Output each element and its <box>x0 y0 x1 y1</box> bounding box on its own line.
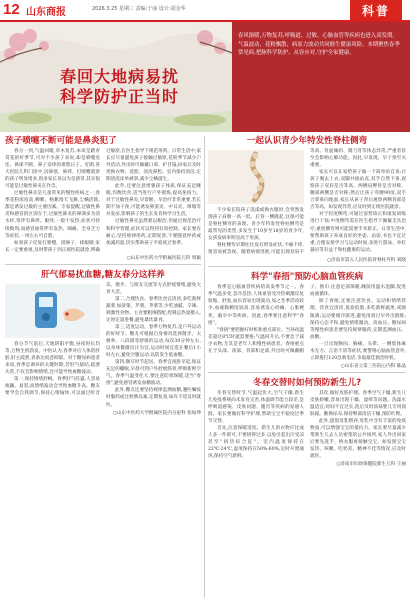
article-diabetes-body <box>5 282 201 409</box>
page-number: 12 <box>3 1 20 18</box>
paragraph: 首先,注意保暖适度。新生儿的衣物应比成人多一件即可,不要捂得过多,以免引起出汗受凉甚至"捂热综合征"。室内温度保持在22℃-24℃,湿度保持在50%-60%,定时开窗通风,保持空气新鲜。 <box>208 426 304 460</box>
paragraph: 除了春捂,还要注意饮食、运动和情绪管理。饮食宜清淡,低盐低脂,多吃新鲜蔬果,戒烟限酒;运动要循序渐进,避免清晨过早外出锻炼;保持心态平和,避免情绪激动。高血压、糖尿病等慢性病患者要坚持规律服药,定期监测血压、血糖。 <box>310 299 406 340</box>
byline: ○济南市第五人民医院骨脊柱外科 刘晓 <box>327 258 406 264</box>
masthead <box>0 0 410 20</box>
paragraph: 第一,保持情绪舒畅。春季肝气旺盛,人容易烦躁、易怒,而情绪波动会导致血糖升高。糖友要学会自我调节,保持心情愉快,可以通过听音乐、散步、与朋友交流等方式舒缓情绪,避免大喜大悲。 <box>5 282 201 397</box>
paragraph: 春分一到,气温回暖,草木复苏,本该是踏青赏花的好季节,可对不少孩子来说,却是喷嚏连连、鼻涕不断、鼻子发痒的难熬日子。近期,各大医院儿科门诊中,因鼻塞、鼻痒、打喷嚏就诊的孩子明显增多,很多家长误以为是感冒,其实很可能是过敏性鼻炎在作祟。 <box>5 149 100 190</box>
glucose-check-illustration <box>5 284 100 338</box>
article-newborn-body <box>208 390 406 460</box>
paragraph: 如果孩子反复打喷嚏、揉鼻子、揉眼睛,家长一定要重视,及时带孩子到正规医院就诊,明确过敏原,在医生指导下规范用药。日常生活中,家长应尽量避免孩子接触过敏原,花粉季节减少户外活动,外出时可佩戴口罩、护目镜;回家后及时更换衣物、洗脸、清洗鼻腔。室内保持清洁,定期清洗床单被罩,减少尘螨滋生。 <box>5 149 201 253</box>
paragraph: 春季是心脑血管疾病的高发季节之一。春季气温多变,忽冷忽热,人体血管受冷热刺激反复收缩、舒张,血压容易出现波动,加之冬季活动较少,血液黏稠度较高,容易诱发心绞痛、心肌梗死、脑卒中等疾病。因此,春季要注意科学"春捂"。 <box>208 285 304 326</box>
spine-illustration <box>208 150 304 204</box>
paragraph: 冬春交替时节,气温起伏大,空气干燥,新生儿免疫系统尚未发育完善,体温调节能力较差,是呼吸道感染、皮肤问题、腹泻等疾病的易感人群。家长要做好科学护理,帮助宝宝平稳度过季节交替。 <box>208 390 304 425</box>
paragraph: 一旦出现胸闷、胸痛、头晕、一侧肢体麻木无力、言语不清等症状,要警惕心脑血管意外,立即拨打120急救电话,争取最佳救治时机。 <box>310 341 406 361</box>
paragraph: 过敏性鼻炎是儿童常见的慢性疾病之一,春季花粉浓度高,柳絮、杨絮漫天飞舞,尘螨活跃,都是诱发过敏的主要因素。专家提醒,过敏性鼻炎和感冒的区别在于,过敏性鼻炎的鼻涕多为清水样,常伴有鼻痒、眼痒,一般不发热,症状可持续数周;而感冒通常伴有发热、咽痛、全身乏力等症状,一周左右可自愈。 <box>5 191 100 239</box>
feature-title-line1: 春回大地病易扰 <box>60 67 180 86</box>
paragraph: 对于轻度侧弯,可通过姿势矫正和康复训练进行干预;中度侧弯需在医生指导下佩戴支具治疗;重度侧弯则可能需要手术矫正。日常生活中,要帮助孩子养成良好的坐姿、站姿,书包不宜过重,合理安排学习与运动时间,多进行游泳、单杠悬吊等有益于脊柱健康的运动。 <box>310 212 406 253</box>
article-divider <box>208 266 406 267</box>
dateline: 2026.3.25 星期三 责编:于丽 设计:胡金华 <box>92 6 186 12</box>
paragraph: 此外,还要注意增强孩子体质,保证充足睡眠,均衡饮食,适当进行户外锻炼,提高免疫力。对于过敏性鼻炎,早诊断、早治疗非常重要,若长期不加干预,可能诱发鼻窦炎、中耳炎、哮喘等并发症,影响孩子的生长发育和学习生活。 <box>106 184 201 218</box>
byline: ○山东中医药大学附属医院儿科 周颖 <box>126 255 201 261</box>
paragraph: 此外,糖友还要坚持规律监测血糖,遵医嘱按时服药或注射胰岛素,定期复查,如有不适及时就医。 <box>106 388 201 408</box>
paragraph: 脊柱侧弯早期往往没有明显症状,不痛不痒,很容易被忽视。随着病情进展,可能出现双肩不等高、骨盆倾斜、剃刀背等体态异常,严重者甚至会影响心肺功能。因此,早发现、早干预至关重要。 <box>208 149 406 256</box>
byline: ○山东省立第三医院心内科 陈晶 <box>340 363 406 369</box>
headline-cardio: 科学"春捂"预防心脑血管疾病 <box>250 272 364 283</box>
paragraph: 不少家长陪孩子洗澡或换衣服时,会突然发现孩子肩膀一高一低、后背一侧隆起,这很可能是脊柱侧弯的表现。青少年特发性脊柱侧弯是最常见的类型,多发生于10岁至18岁的青少年,女孩发病率明显高于男孩。 <box>208 208 304 242</box>
paragraph: 其次,做好皮肤护理。春季空气干燥,新生儿皮肤娇嫩,容易出现干燥、湿疹等问题。洗澡水温适宜,时间不宜过长,洗后及时涂抹婴儿专用润肤霜。勤换尿布,保持臀部清洁干燥,预防红臀。 <box>310 390 406 417</box>
right-column <box>208 134 406 467</box>
section-tag: 科普 <box>350 0 402 22</box>
article-cardio-body <box>208 284 406 362</box>
paragraph: 第四,顺应时节起居。春季宜夜卧早起,保证充足的睡眠,早晨可到户外舒展筋骨,呼吸新鲜空气。春季气温变化大,要注意防寒保暖,适当"春捂",避免感冒诱发血糖波动。 <box>106 360 201 387</box>
article-divider <box>208 372 406 373</box>
feature-intro: 春风渐暖,万物复苏,呼吸道、过敏、心脑血管等疾病也进入高发期。气温波动、花粉飘散、病原力波动共同催生健康风险。本期聚焦春季常见病,把脉科学防护、从容应对,守护全家健康。 <box>238 33 400 57</box>
newspaper-name: 山东商报 <box>26 7 66 18</box>
paragraph: 春分节气前后,天地阴阳平衡,昼夜时长均等,万物生机勃发。中医认为,春季对应人体的肝脏,肝主疏泄,喜条达而恶抑郁。对于糖尿病患者来说,春季是调养的关键时期,若肝气郁结,疏泄失常,不仅会影响情绪,还可能导致血糖波动。 <box>5 341 100 375</box>
headline-diabetes: 肝气郁易扰血糖,糖友春分这样养 <box>41 269 165 280</box>
headline-newborn: 冬春交替时如何预防新生儿? <box>252 377 362 388</box>
feature-title-line2: 科学防护正当时 <box>60 87 180 106</box>
article-scoliosis-body <box>208 148 406 256</box>
paragraph: 过敏性鼻炎虽然难以根治,但通过规范治疗和科学管理,症状可以得到有效控制。家长要有耐心,坚持规律用药,定期复诊,不要随意停药或加减药量,切实帮助孩子平稳度过春季。 <box>106 219 201 246</box>
paragraph: 此外,提倡母乳喂养,母乳中含有丰富的免疫物质,可以增强宝宝的抵抗力。家长要尽量减少带新生儿去人员密集的公共场所,家人外出回家后要先洗手、换衣服再接触宝宝。如发现宝宝发热、咳嗽、吃奶差、精神不佳等情况,应及时就医。 <box>310 419 406 460</box>
paragraph: "春捂"要把握好时机和重点部位。当昼夜温差超过8℃时就需要捂;气温回升后,不要急于减少衣物,尤其是老年人和慢性病患者。春捂重点在于头部、颈部、背部和足部,外出时可佩戴帽子、围巾,注意足部保暖,睡前用温水泡脚,促进血液循环。 <box>208 285 406 354</box>
headline-scoliosis: 一起认识青少年特发性脊柱侧弯 <box>246 136 368 146</box>
paragraph: 家长可以在家给孩子做一个简单的自查:让孩子脱去上衣,双脚并拢站直,双手自然下垂,观察孩子双肩是否等高、两侧肩胛骨是否对称、腰部两侧是否对称;然后让孩子弯腰90度,双手合掌垂向地面,家长从孩子背后观察两侧背部是否等高。如发现异常,应及时到正规医院就诊。 <box>310 170 406 211</box>
paragraph: 第三,适度运动。春季万物复苏,是户外运动的好时节。糖友可根据自身情况选择散步、太极拳、八段锦等舒缓的运动,每次30分钟左右,以身体微微出汗为宜,运动时间宜选在餐后1小时左右,避免空腹运动,以防发生低血糖。 <box>106 324 201 359</box>
byline: ○济南市妇幼保健院新生儿科 王丽 <box>336 462 406 468</box>
column-divider <box>204 136 205 598</box>
left-column <box>5 134 201 416</box>
article-divider <box>5 264 201 265</box>
hero-banner <box>0 22 410 132</box>
article-rhinitis-body <box>5 148 201 254</box>
feature-title <box>60 67 179 107</box>
headline-rhinitis: 孩子喷嚏不断可能是鼻炎犯了 <box>5 136 117 146</box>
paragraph: 第二,合理饮食。春季饮食宜清淡,多吃新鲜蔬菜,如菠菜、芹菜、荠菜等,少吃油腻、辛辣、刺激性食物。主食要粗细搭配,控制总热量摄入,定时定量进餐,避免暴饮暴食。 <box>106 296 201 323</box>
byline: ○山东中医药大学附属医院内分泌科 张如坤 <box>112 410 201 416</box>
